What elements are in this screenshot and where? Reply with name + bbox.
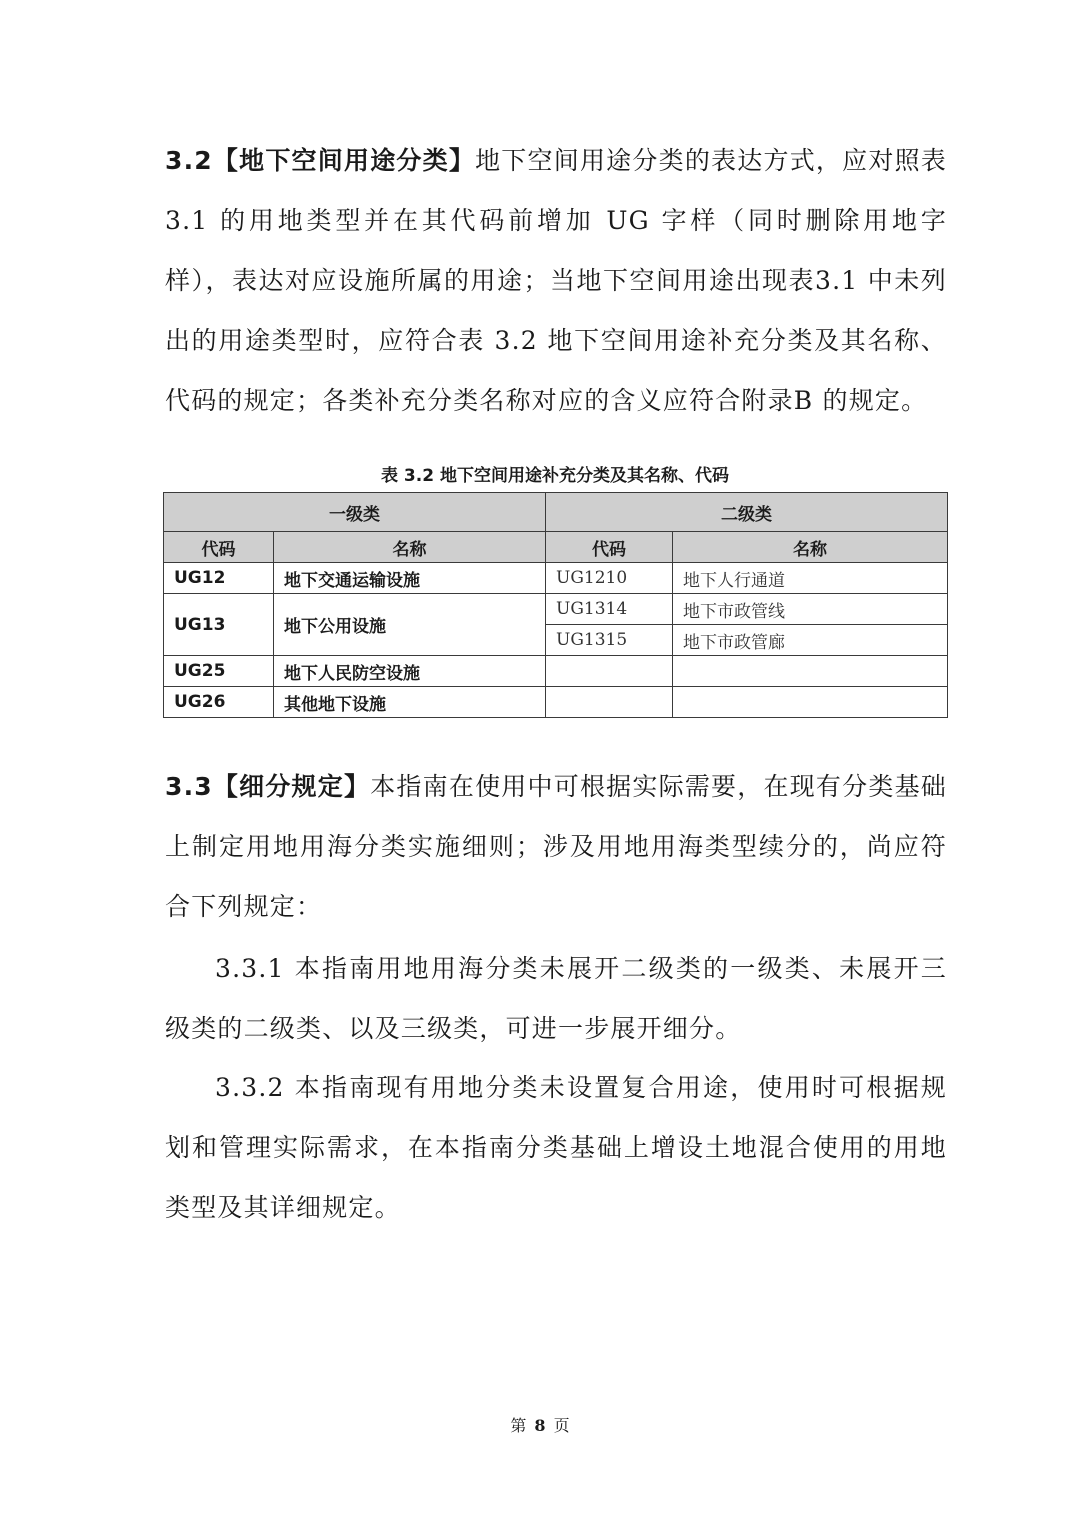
section-3-2-number: 3.2 <box>165 146 213 175</box>
section-3-3-body: 本指南在使用中可根据实际需要，在现有分类基础上制定用地用海分类实施细则；涉及用地用海类型续分的，尚应符合下列规定： <box>165 772 947 921</box>
level1-name: 地下交通运输设施 <box>274 563 546 594</box>
level1-name: 地下人民防空设施 <box>274 656 546 687</box>
footer-prefix: 第 <box>510 1416 527 1435</box>
section-3-2-paragraph <box>165 131 947 431</box>
level2-code: UG1315 <box>546 625 673 656</box>
empty-cell <box>673 656 948 687</box>
supplementary-classification-table <box>163 492 948 718</box>
level2-name: 地下市政管廊 <box>673 625 948 656</box>
section-3-3-2-body: 本指南现有用地分类未设置复合用途，使用时可根据规划和管理实际需求，在本指南分类基础上增设土地混合使用的用地类型及其详细规定。 <box>165 1073 947 1222</box>
column-header-code-level2: 代码 <box>546 532 673 563</box>
table-caption: 表 3.2 地下空间用途补充分类及其名称、代码 <box>381 466 729 486</box>
level1-name: 其他地下设施 <box>274 687 546 718</box>
footer-suffix: 页 <box>553 1416 570 1435</box>
group-header-level2: 二级类 <box>546 493 948 532</box>
section-3-3-paragraph <box>165 757 947 937</box>
level2-code: UG1314 <box>546 594 673 625</box>
section-3-2-heading: 【地下空间用途分类】 <box>212 146 476 175</box>
page-footer <box>0 1414 1080 1438</box>
column-header-code-level1: 代码 <box>164 532 274 563</box>
group-header-level1: 一级类 <box>164 493 546 532</box>
table-row <box>164 656 948 687</box>
section-3-3-1-body: 本指南用地用海分类未展开二级类的一级类、未展开三级类的二级类、以及三级类，可进一步展开细分。 <box>165 954 947 1043</box>
section-3-3-2-paragraph <box>165 1058 947 1238</box>
level2-name: 地下市政管线 <box>673 594 948 625</box>
column-header-name-level2: 名称 <box>673 532 948 563</box>
table-row <box>164 563 948 594</box>
section-3-3-number: 3.3 <box>165 772 213 801</box>
empty-cell <box>546 687 673 718</box>
section-3-2-body: 地下空间用途分类的表达方式，应对照表 3.1 的用地类型并在其代码前增加 UG 字样（同时删除用地字样），表达对应设施所属的用途；当地下空间用途出现表3.1 中未列出的用途类型时，应符合表 3.2 地下空间用途补充分类及其名称、代码的规定；各类补充分类名称对应的含义应符合附录B 的规定。 <box>165 146 947 415</box>
level2-code: UG1210 <box>546 563 673 594</box>
column-header-name-level1: 名称 <box>274 532 546 563</box>
table-row <box>164 594 948 625</box>
section-3-3-1-number: 3.3.1 <box>215 954 285 983</box>
page-number: 8 <box>534 1416 546 1435</box>
level1-code: UG25 <box>164 656 274 687</box>
section-3-3-2-number: 3.3.2 <box>215 1073 285 1102</box>
level1-code: UG12 <box>164 563 274 594</box>
section-3-3-heading: 【细分规定】 <box>212 772 371 801</box>
empty-cell <box>546 656 673 687</box>
section-3-3-1-paragraph <box>165 939 947 1059</box>
level2-name: 地下人行通道 <box>673 563 948 594</box>
level1-name: 地下公用设施 <box>274 594 546 656</box>
level1-code: UG13 <box>164 594 274 656</box>
empty-cell <box>673 687 948 718</box>
level1-code: UG26 <box>164 687 274 718</box>
table-row <box>164 687 948 718</box>
